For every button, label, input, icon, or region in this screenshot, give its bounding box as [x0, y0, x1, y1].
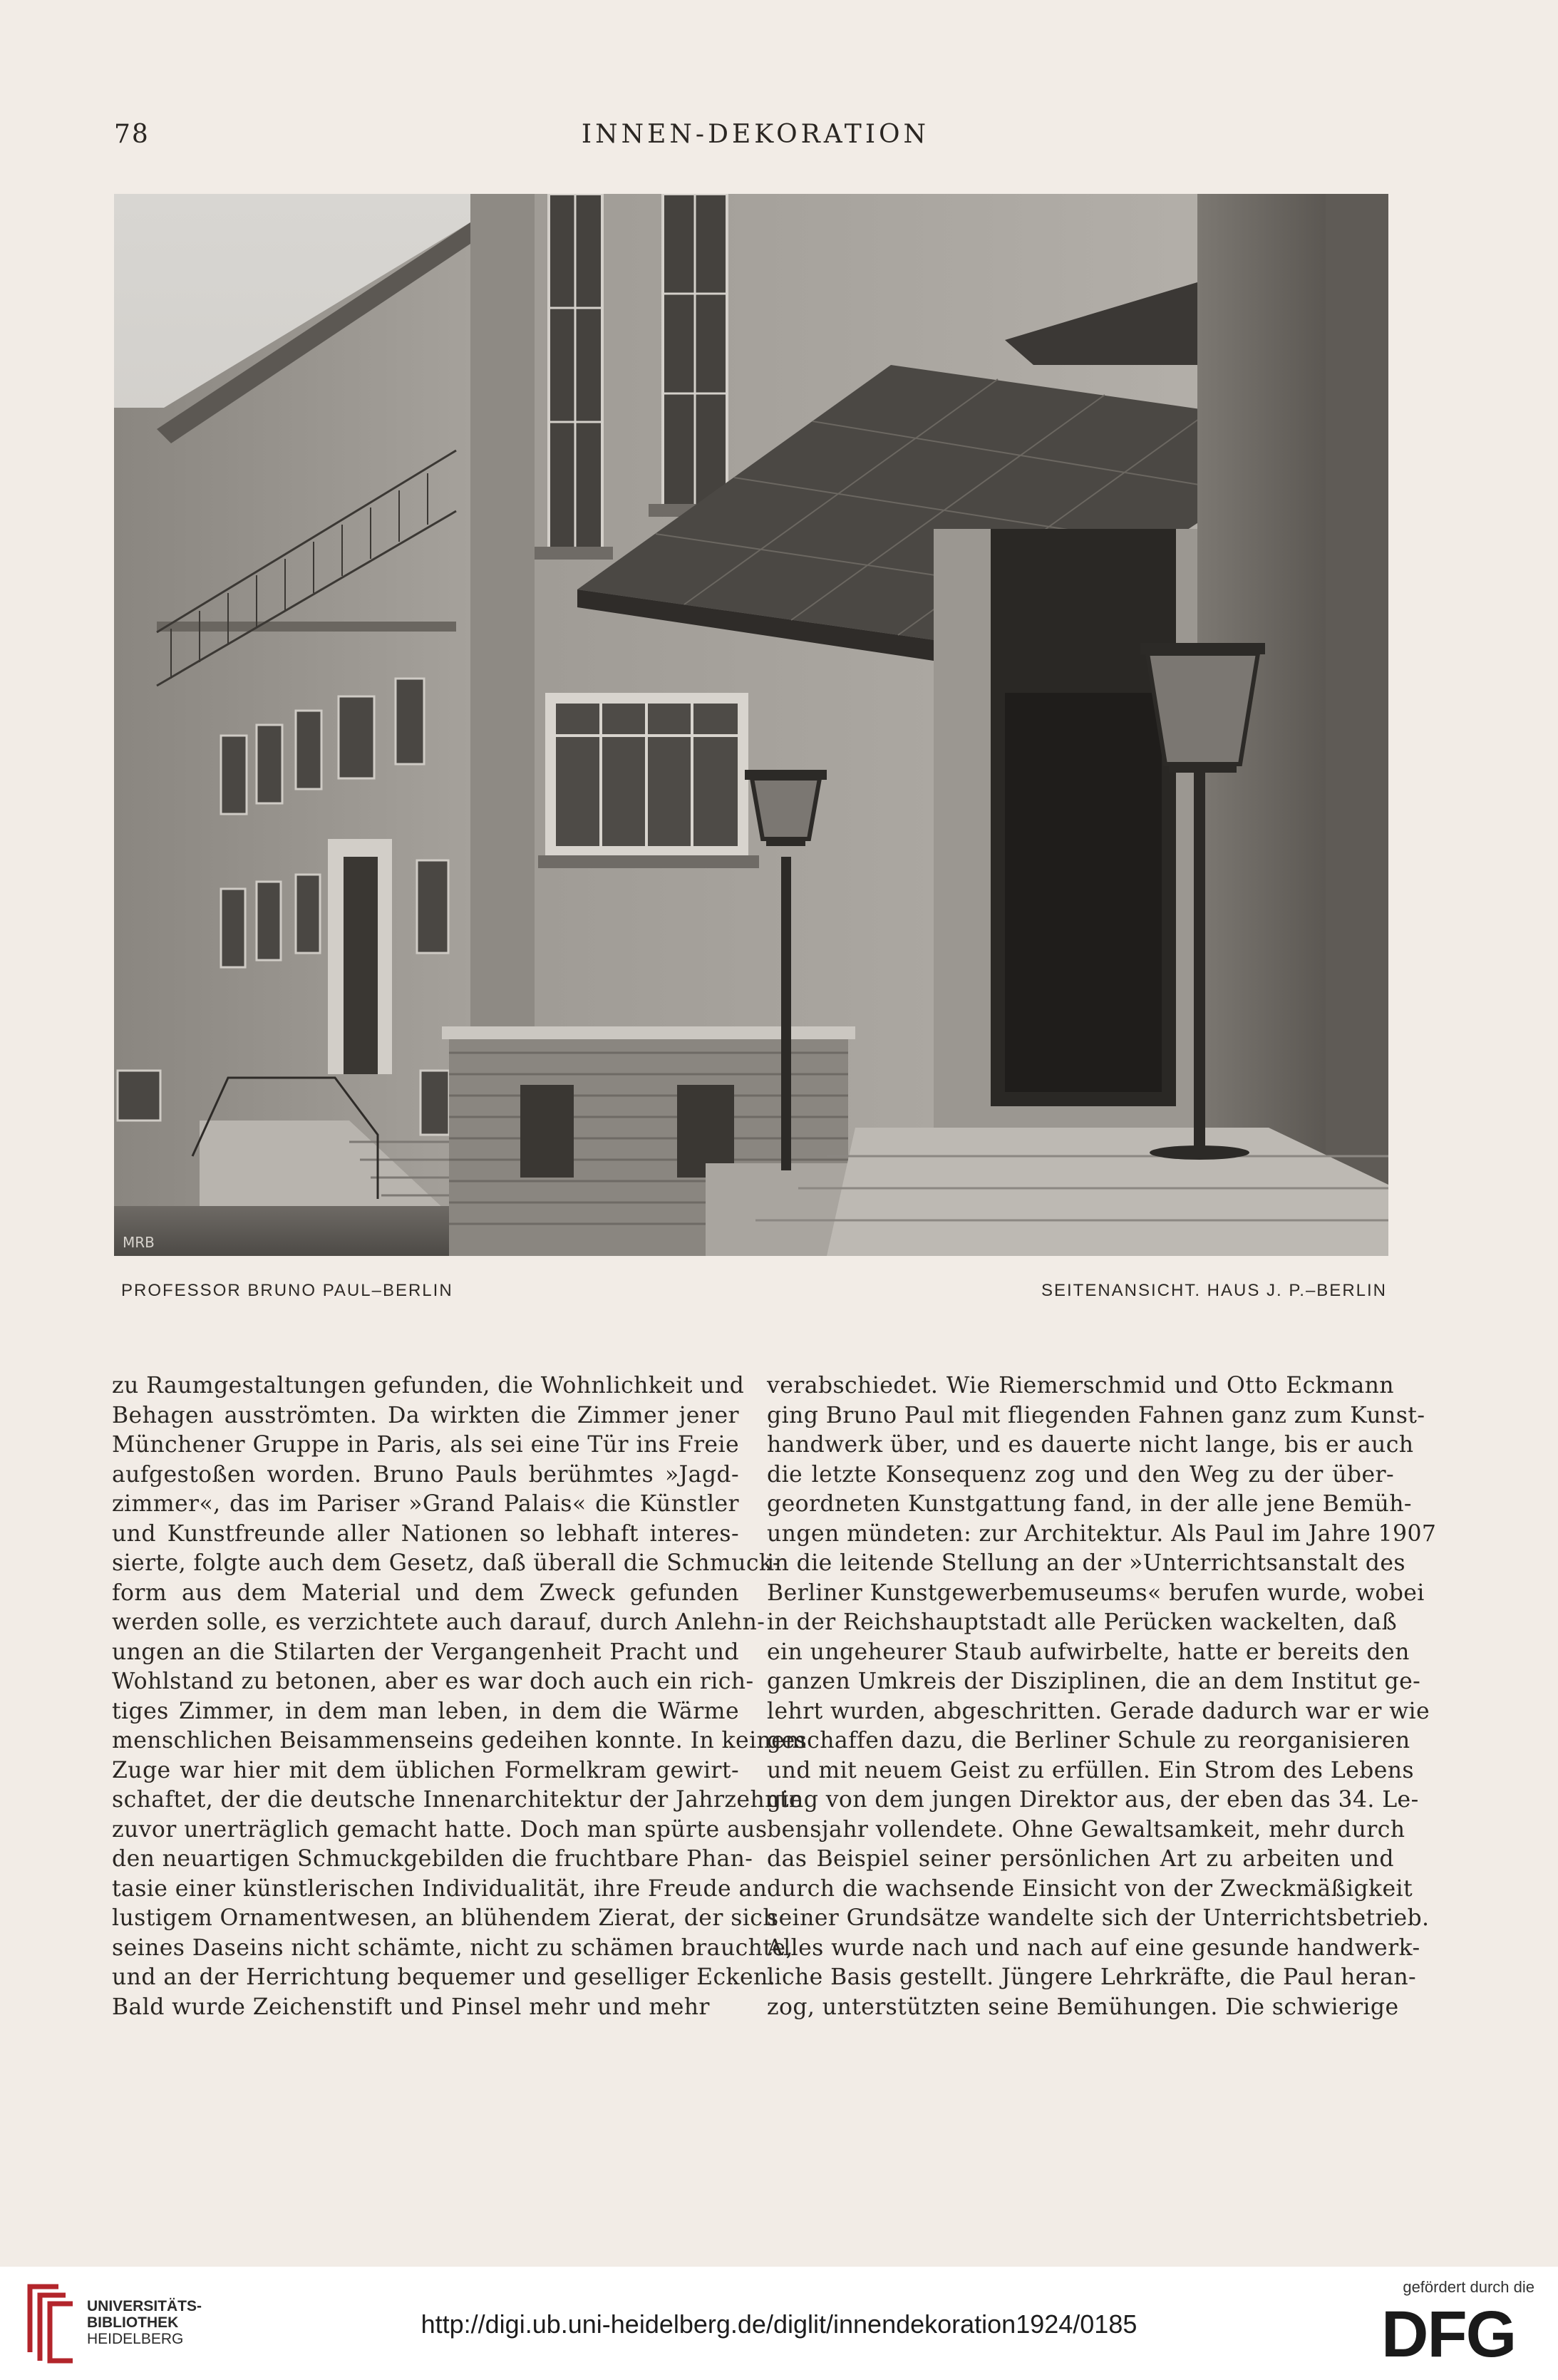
text-line: und Kunstfreunde aller Nationen so lebhaft interes-: [112, 1520, 739, 1547]
dfg-logo-icon: [1381, 2302, 1529, 2364]
text-line: ging Bruno Paul mit fliegenden Fahnen ganz zum Kunst-: [767, 1402, 1425, 1428]
photo-monogram: MRB: [123, 1234, 155, 1251]
text-line: Bald wurde Zeichenstift und Pinsel mehr und mehr: [112, 1994, 710, 2020]
running-head: INNEN-DEKORATION: [581, 120, 930, 149]
text-line: zog, unterstützten seine Bemühungen. Die schwierige: [767, 1994, 1399, 2020]
library-name-line: BIBLIOTHEK: [87, 2314, 179, 2331]
text-line: Alles wurde nach und nach auf eine gesunde handwerk-: [767, 1935, 1420, 1961]
text-line: in der Reichshauptstadt alle Perücken wackelten, daß: [767, 1609, 1398, 1635]
text-line: in die leitende Stellung an der »Unterrichtsanstalt des: [767, 1550, 1405, 1576]
text-line: Wohlstand zu betonen, aber es war doch auch ein rich-: [112, 1669, 754, 1694]
text-line: ungen an die Stilarten der Vergangenheit Pracht und: [112, 1639, 739, 1665]
text-line: werden solle, es verzichtete auch darauf, durch Anlehn-: [112, 1609, 765, 1635]
text-line: form aus dem Material und dem Zweck gefunden: [112, 1580, 739, 1606]
text-line: handwerk über, und es dauerte nicht lange, bis er auch: [767, 1432, 1414, 1458]
funder-note: gefördert durch die: [1403, 2278, 1534, 2296]
text-line: geschaffen dazu, die Berliner Schule zu reorganisieren: [767, 1728, 1410, 1753]
text-line: tasie einer künstlerischen Individualität, ihre Freude an: [112, 1875, 768, 1902]
text-line: lustigem Ornamentwesen, an blühendem Zierat, der sich: [112, 1905, 778, 1931]
text-line: durch die wachsende Einsicht von der Zweckmäßigkeit: [767, 1875, 1413, 1902]
text-line: ungen mündeten: zur Architektur. Als Paul im Jahre 1907: [767, 1520, 1437, 1547]
text-line: Zuge war hier mit dem üblichen Formelkram gewirt-: [112, 1757, 739, 1783]
dfg-logo-text: DFG: [1381, 2302, 1516, 2364]
text-line: zu Raumgestaltungen gefunden, die Wohnlichkeit und: [112, 1373, 745, 1398]
text-line: die letzte Konsequenz zog und den Weg zu der über-: [767, 1461, 1394, 1488]
text-line: das Beispiel seiner persönlichen Art zu arbeiten und: [767, 1846, 1394, 1872]
text-line: bensjahr vollendete. Ohne Gewaltsamkeit, mehr durch: [767, 1816, 1405, 1843]
text-line: tiges Zimmer, in dem man leben, in dem die Wärme: [112, 1698, 739, 1724]
text-line: verabschiedet. Wie Riemerschmid und Otto Eckmann: [767, 1373, 1394, 1398]
text-line: ein ungeheurer Staub aufwirbelte, hatte er bereits den: [767, 1639, 1410, 1665]
building-photograph: [114, 194, 1388, 1256]
text-line: zuvor unerträglich gemacht hatte. Doch man spürte aus: [112, 1816, 768, 1843]
text-line: geordneten Kunstgattung fand, in der alle jene Bemüh-: [767, 1491, 1412, 1517]
text-line: zimmer«, das im Pariser »Grand Palais« die Künstler: [112, 1491, 739, 1517]
library-name-line: HEIDELBERG: [87, 2331, 184, 2347]
text-line: sierte, folgte auch dem Gesetz, daß überall die Schmuck-: [112, 1550, 780, 1576]
text-line: seines Daseins nicht schämte, nicht zu schämen brauchte,: [112, 1935, 793, 1961]
text-line: und an der Herrichtung bequemer und geselliger Ecken.: [112, 1964, 776, 1990]
permalink-url[interactable]: http://digi.ub.uni-heidelberg.de/diglit/innendekoration1924/0185: [421, 2309, 1137, 2339]
page-number: 78: [114, 120, 150, 149]
text-line: menschlichen Beisammenseins gedeihen konnte. In keinem: [112, 1728, 807, 1753]
text-line: schaftet, der die deutsche Innenarchitektur der Jahrzehnte: [112, 1787, 803, 1813]
caption-architect: PROFESSOR BRUNO PAUL–BERLIN: [121, 1281, 453, 1300]
text-line: liche Basis gestellt. Jüngere Lehrkräfte, die Paul heran-: [767, 1964, 1417, 1990]
text-line: Berliner Kunstgewerbemuseums« berufen wurde, wobei: [767, 1580, 1425, 1606]
text-line: seiner Grundsätze wandelte sich der Unterrichtsbetrieb.: [767, 1905, 1430, 1931]
body-column-right: [767, 1371, 1437, 2022]
text-line: ganzen Umkreis der Disziplinen, die an dem Institut ge-: [767, 1669, 1421, 1694]
body-column-left: [112, 1371, 807, 2022]
text-line: den neuartigen Schmuckgebilden die fruchtbare Phan-: [112, 1846, 753, 1872]
library-name-line: UNIVERSITÄTS-: [87, 2298, 202, 2314]
text-line: aufgestoßen worden. Bruno Pauls berühmtes »Jagd-: [112, 1461, 739, 1488]
caption-subject: SEITENANSICHT. HAUS J. P.–BERLIN: [1041, 1281, 1387, 1300]
text-line: Behagen ausströmten. Da wirkten die Zimmer jener: [112, 1402, 739, 1428]
text-line: ging von dem jungen Direktor aus, der eben das 34. Le-: [767, 1787, 1419, 1813]
text-line: und mit neuem Geist zu erfüllen. Ein Strom des Lebens: [767, 1757, 1414, 1783]
text-line: lehrt wurden, abgeschritten. Gerade dadurch war er wie: [767, 1698, 1430, 1724]
text-line: Münchener Gruppe in Paris, als sei eine Tür ins Freie: [112, 1432, 739, 1458]
